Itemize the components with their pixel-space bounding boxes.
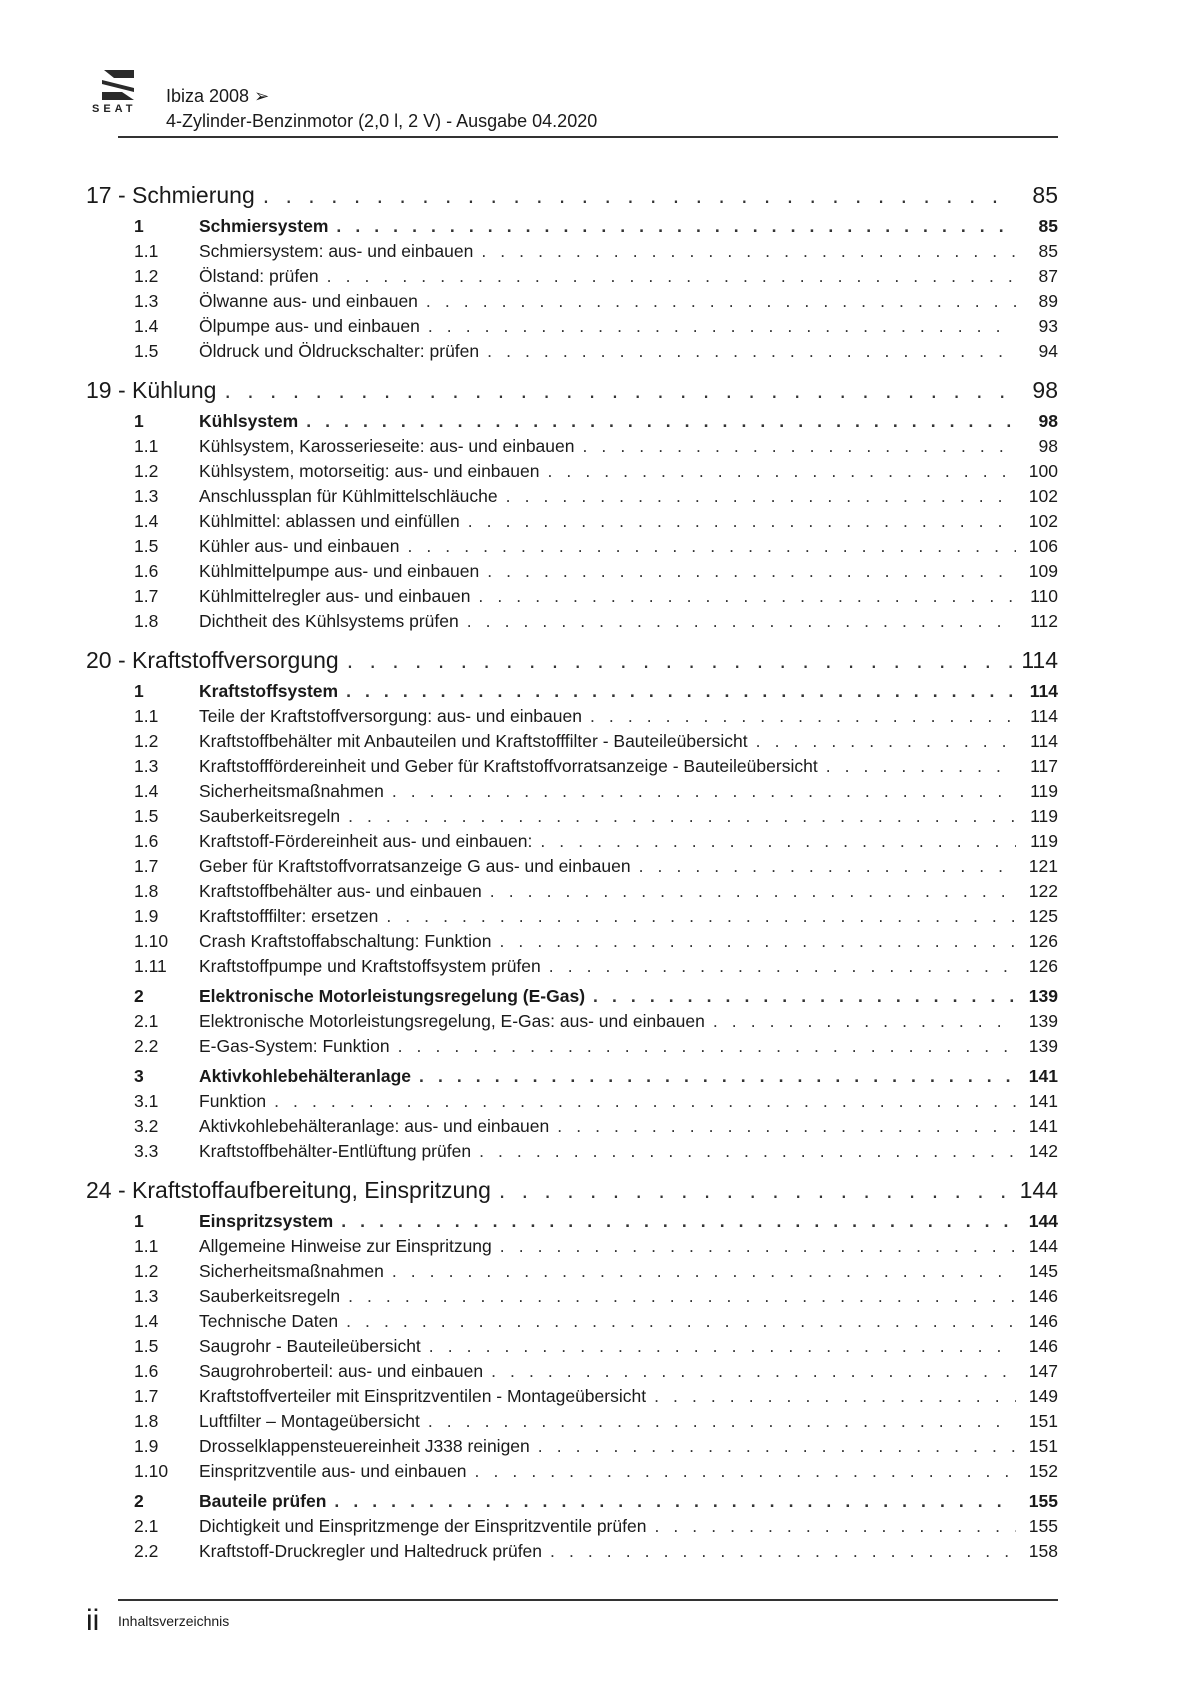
entry-title: E-Gas-System: Funktion — [199, 1036, 390, 1056]
logo-wordmark: SEAT — [92, 103, 137, 115]
chapter-title: 17 - Schmierung — [86, 182, 255, 208]
toc-entry[interactable] — [86, 536, 1058, 561]
dot-leader — [654, 1386, 1016, 1407]
toc-section[interactable] — [86, 411, 1058, 436]
toc-entry[interactable] — [86, 1116, 1058, 1141]
entry-page: 93 — [1038, 316, 1058, 336]
entry-number: 1.10 — [134, 1461, 169, 1481]
dot-leader — [475, 1461, 1016, 1482]
entry-page: 147 — [1028, 1361, 1058, 1381]
entry-number: 1.6 — [134, 831, 159, 851]
toc-entry[interactable] — [86, 1261, 1058, 1286]
dot-leader — [429, 1336, 1016, 1357]
toc-entry[interactable] — [86, 1091, 1058, 1116]
toc-chapter-heading[interactable] — [86, 377, 1058, 411]
dot-leader — [547, 461, 1016, 482]
toc-entry[interactable] — [86, 1141, 1058, 1166]
entry-number: 1.7 — [134, 1386, 159, 1406]
seat-logo — [90, 70, 150, 118]
entry-number: 1.2 — [134, 731, 159, 751]
toc-entry[interactable] — [86, 241, 1058, 266]
entry-page: 114 — [1029, 681, 1058, 701]
entry-number: 2.1 — [134, 1516, 159, 1536]
toc-entry[interactable] — [86, 1461, 1058, 1486]
entry-title: Ölstand: prüfen — [199, 266, 319, 286]
header-divider — [118, 136, 1058, 138]
dot-leader — [499, 1177, 1012, 1204]
entry-number: 3.2 — [134, 1116, 159, 1136]
toc-entry[interactable] — [86, 341, 1058, 366]
toc-entry[interactable] — [86, 906, 1058, 931]
entry-title: Saugrohroberteil: aus- und einbauen — [199, 1361, 484, 1381]
toc-entry[interactable] — [86, 1311, 1058, 1336]
entry-page: 151 — [1028, 1411, 1058, 1431]
dot-leader — [506, 486, 1016, 507]
footer-divider — [118, 1599, 1058, 1601]
entry-number: 1.5 — [134, 341, 159, 361]
dot-leader — [583, 436, 1017, 457]
toc-entry[interactable] — [86, 461, 1058, 486]
toc-chapter — [86, 647, 1058, 1166]
entry-page: 102 — [1028, 486, 1058, 506]
entry-number: 1.3 — [134, 1286, 159, 1306]
header-subtitle: 4-Zylinder-Benzinmotor (2,0 l, 2 V) - Ausgabe 04.2020 — [166, 111, 598, 131]
entry-number: 3 — [134, 1066, 144, 1086]
entry-number: 1.4 — [134, 781, 159, 801]
chapter-page: 144 — [1019, 1177, 1058, 1203]
toc-chapter — [86, 377, 1058, 636]
entry-title: Ölpumpe aus- und einbauen — [199, 316, 420, 336]
entry-number: 1.4 — [134, 1311, 159, 1331]
entry-page: 139 — [1028, 1011, 1058, 1031]
entry-number: 1 — [134, 216, 144, 236]
entry-page: 110 — [1030, 586, 1058, 606]
dot-leader — [557, 1116, 1016, 1137]
entry-page: 149 — [1028, 1386, 1058, 1406]
toc-entry[interactable] — [86, 781, 1058, 806]
entry-title: Sauberkeitsregeln — [199, 1286, 341, 1306]
toc-section[interactable] — [86, 216, 1058, 241]
entry-title: Aktivkohlebehälteranlage — [199, 1066, 412, 1086]
toc-entry[interactable] — [86, 511, 1058, 536]
entry-page: 87 — [1038, 266, 1058, 286]
entry-number: 1.9 — [134, 1436, 159, 1456]
entry-page: 109 — [1028, 561, 1058, 581]
dot-leader — [654, 1516, 1016, 1537]
toc-entry[interactable] — [86, 561, 1058, 586]
entry-page: 85 — [1038, 241, 1058, 261]
dot-leader — [499, 931, 1016, 952]
entry-title: Kühlmittelregler aus- und einbauen — [199, 586, 471, 606]
entry-number: 3.1 — [134, 1091, 159, 1111]
entry-page: 139 — [1028, 1036, 1058, 1056]
entry-number: 1.3 — [134, 756, 159, 776]
toc-entry[interactable] — [86, 806, 1058, 831]
chapter-page: 98 — [1032, 377, 1058, 403]
entry-number: 1.1 — [134, 1236, 159, 1256]
entry-page: 121 — [1028, 856, 1058, 876]
toc-entry[interactable] — [86, 956, 1058, 981]
dot-leader — [386, 906, 1016, 927]
toc-entry[interactable] — [86, 1411, 1058, 1436]
entry-title: Kühlmittelpumpe aus- und einbauen — [199, 561, 480, 581]
entry-number: 1.9 — [134, 906, 159, 926]
toc-entry[interactable] — [86, 706, 1058, 731]
toc-entry[interactable] — [86, 1286, 1058, 1311]
toc-entry[interactable] — [86, 611, 1058, 636]
dot-leader — [487, 561, 1016, 582]
entry-page: 126 — [1028, 931, 1058, 951]
toc-entry[interactable] — [86, 1236, 1058, 1261]
entry-page: 98 — [1038, 411, 1058, 431]
entry-title: Geber für Kraftstoffvorratsanzeige G aus- und einbauen — [199, 856, 631, 876]
toc-entry[interactable] — [86, 1011, 1058, 1036]
entry-title: Sauberkeitsregeln — [199, 806, 341, 826]
entry-number: 1.8 — [134, 881, 159, 901]
dot-leader — [306, 411, 1016, 432]
toc-section[interactable] — [86, 681, 1058, 706]
entry-page: 122 — [1028, 881, 1058, 901]
entry-number: 1.1 — [134, 706, 159, 726]
entry-number: 1.5 — [134, 536, 159, 556]
chapter-title: 19 - Kühlung — [86, 377, 217, 403]
toc-chapter-heading[interactable] — [86, 182, 1058, 216]
entry-page: 144 — [1028, 1211, 1058, 1231]
entry-number: 1.3 — [134, 291, 159, 311]
seat-logo-icon — [100, 70, 136, 100]
entry-page: 112 — [1030, 611, 1058, 631]
entry-title: Teile der Kraftstoffversorgung: aus- und einbauen — [199, 706, 582, 726]
entry-title: Luftfilter – Montageübersicht — [199, 1411, 420, 1431]
toc-entry[interactable] — [86, 1516, 1058, 1541]
chapter-page: 85 — [1032, 182, 1058, 208]
entry-page: 114 — [1030, 731, 1058, 751]
toc-entry[interactable] — [86, 1036, 1058, 1061]
dot-leader — [549, 956, 1016, 977]
dot-leader — [347, 647, 1014, 674]
entry-number: 1.2 — [134, 266, 159, 286]
toc-entry[interactable] — [86, 1541, 1058, 1566]
entry-title: Anschlussplan für Kühlmittelschläuche — [199, 486, 498, 506]
entry-title: Kraftstofffördereinheit und Geber für Kraftstoffvorratsanzeige - Bauteileübersicht — [199, 756, 818, 776]
toc-entry[interactable] — [86, 1361, 1058, 1386]
entry-number: 2 — [134, 986, 144, 1006]
entry-number: 1.1 — [134, 241, 159, 261]
dot-leader — [348, 806, 1016, 827]
entry-page: 94 — [1038, 341, 1058, 361]
entry-page: 125 — [1028, 906, 1058, 926]
entry-title: Sicherheitsmaßnahmen — [199, 781, 384, 801]
entry-page: 146 — [1028, 1311, 1058, 1331]
footer-label: Inhaltsverzeichnis — [118, 1613, 230, 1629]
dot-leader — [540, 831, 1016, 852]
entry-title: Kühlsystem, Karosserieseite: aus- und einbauen — [199, 436, 575, 456]
dot-leader — [593, 986, 1016, 1007]
dot-leader — [428, 316, 1016, 337]
dot-leader — [467, 611, 1016, 632]
entry-number: 1 — [134, 1211, 144, 1231]
chapter-page: 114 — [1021, 647, 1058, 673]
entry-page: 144 — [1028, 1236, 1058, 1256]
entry-number: 1.3 — [134, 486, 159, 506]
entry-title: Kraftstoffbehälter aus- und einbauen — [199, 881, 482, 901]
entry-page: 141 — [1028, 1091, 1058, 1111]
entry-page: 146 — [1028, 1286, 1058, 1306]
entry-page: 114 — [1030, 706, 1058, 726]
entry-title: Einspritzsystem — [199, 1211, 334, 1231]
toc-entry[interactable] — [86, 881, 1058, 906]
toc-entry[interactable] — [86, 756, 1058, 781]
toc-chapter-heading[interactable] — [86, 647, 1058, 681]
toc-entry[interactable] — [86, 1436, 1058, 1461]
entry-number: 1.8 — [134, 611, 159, 631]
entry-number: 2 — [134, 1491, 144, 1511]
entry-title: Bauteile prüfen — [199, 1491, 327, 1511]
entry-page: 142 — [1028, 1141, 1058, 1161]
entry-number: 1.2 — [134, 461, 159, 481]
entry-page: 119 — [1030, 781, 1058, 801]
dot-leader — [478, 586, 1016, 607]
dot-leader — [398, 1036, 1016, 1057]
entry-title: Kraftstofffilter: ersetzen — [199, 906, 379, 926]
toc-entry[interactable] — [86, 316, 1058, 341]
toc-entry[interactable] — [86, 586, 1058, 611]
dot-leader — [756, 731, 1016, 752]
entry-page: 152 — [1028, 1461, 1058, 1481]
entry-number: 1 — [134, 681, 144, 701]
dot-leader — [639, 856, 1016, 877]
toc-entry[interactable] — [86, 731, 1058, 756]
entry-page: 85 — [1038, 216, 1058, 236]
entry-title: Funktion — [199, 1091, 267, 1111]
chapter-title: 24 - Kraftstoffaufbereitung, Einspritzung — [86, 1177, 491, 1203]
entry-title: Drosselklappensteuereinheit J338 reinigen — [199, 1436, 530, 1456]
dot-leader — [263, 182, 1016, 209]
dot-leader — [336, 216, 1016, 237]
dot-leader — [590, 706, 1016, 727]
entry-title: Kühlsystem, motorseitig: aus- und einbauen — [199, 461, 540, 481]
entry-title: Kühler aus- und einbauen — [199, 536, 400, 556]
entry-page: 141 — [1028, 1066, 1058, 1086]
entry-page: 146 — [1028, 1336, 1058, 1356]
entry-page: 98 — [1038, 436, 1058, 456]
entry-page: 141 — [1028, 1116, 1058, 1136]
dot-leader — [500, 1236, 1016, 1257]
toc-section[interactable] — [86, 1066, 1058, 1091]
dot-leader — [826, 756, 1016, 777]
dot-leader — [419, 1066, 1016, 1087]
dot-leader — [224, 377, 1016, 404]
toc-section[interactable] — [86, 1491, 1058, 1516]
dot-leader — [392, 781, 1016, 802]
entry-page: 158 — [1028, 1541, 1058, 1561]
entry-title: Aktivkohlebehälteranlage: aus- und einbauen — [199, 1116, 550, 1136]
entry-title: Kraftstoff-Druckregler und Haltedruck prüfen — [199, 1541, 543, 1561]
toc-chapter — [86, 182, 1058, 366]
dot-leader — [490, 881, 1016, 902]
toc-chapter-heading[interactable] — [86, 1177, 1058, 1211]
dot-leader — [481, 241, 1016, 262]
entry-title: Schmiersystem: aus- und einbauen — [199, 241, 474, 261]
toc-chapter — [86, 1177, 1058, 1566]
entry-page: 139 — [1028, 986, 1058, 1006]
entry-title: Dichtheit des Kühlsystems prüfen — [199, 611, 459, 631]
entry-page: 145 — [1028, 1261, 1058, 1281]
entry-number: 1.7 — [134, 856, 159, 876]
entry-title: Technische Daten — [199, 1311, 339, 1331]
dot-leader — [334, 1491, 1016, 1512]
entry-number: 3.3 — [134, 1141, 159, 1161]
header-model: Ibiza 2008 ➢ — [166, 86, 270, 106]
entry-number: 1.5 — [134, 1336, 159, 1356]
dot-leader — [538, 1436, 1016, 1457]
dot-leader — [392, 1261, 1016, 1282]
dot-leader — [491, 1361, 1016, 1382]
entry-title: Kraftstoff-Fördereinheit aus- und einbauen: — [199, 831, 533, 851]
entry-title: Kraftstoffbehälter mit Anbauteilen und Kraftstofffilter - Bauteileübersicht — [199, 731, 748, 751]
entry-title: Dichtigkeit und Einspritzmenge der Einspritzventile prüfen — [199, 1516, 647, 1536]
entry-number: 1.1 — [134, 436, 159, 456]
entry-title: Sicherheitsmaßnahmen — [199, 1261, 384, 1281]
entry-number: 2.2 — [134, 1036, 159, 1056]
entry-title: Kraftstoffverteiler mit Einspritzventilen - Montageübersicht — [199, 1386, 647, 1406]
entry-title: Kühlmittel: ablassen und einfüllen — [199, 511, 460, 531]
entry-number: 1.8 — [134, 1411, 159, 1431]
dot-leader — [487, 341, 1016, 362]
entry-page: 102 — [1028, 511, 1058, 531]
entry-title: Kühlsystem — [199, 411, 299, 431]
entry-title: Crash Kraftstoffabschaltung: Funktion — [199, 931, 492, 951]
entry-page: 106 — [1028, 536, 1058, 556]
dot-leader — [327, 266, 1016, 287]
dot-leader — [346, 681, 1016, 702]
entry-title: Kraftstoffbehälter-Entlüftung prüfen — [199, 1141, 472, 1161]
entry-number: 1.7 — [134, 586, 159, 606]
toc-entry[interactable] — [86, 486, 1058, 511]
entry-page: 151 — [1028, 1436, 1058, 1456]
footer-page-number: ii — [86, 1604, 100, 1637]
entry-page: 117 — [1030, 756, 1058, 776]
entry-number: 1.2 — [134, 1261, 159, 1281]
toc-section[interactable] — [86, 1211, 1058, 1236]
toc-entry[interactable] — [86, 436, 1058, 461]
toc-entry[interactable] — [86, 831, 1058, 856]
entry-title: Elektronische Motorleistungsregelung, E-Gas: aus- und einbauen — [199, 1011, 705, 1031]
entry-page: 155 — [1028, 1516, 1058, 1536]
entry-number: 1.11 — [134, 956, 167, 976]
toc-entry[interactable] — [86, 1336, 1058, 1361]
dot-leader — [407, 536, 1016, 557]
chapter-title: 20 - Kraftstoffversorgung — [86, 647, 339, 673]
entry-title: Saugrohr - Bauteileübersicht — [199, 1336, 421, 1356]
dot-leader — [550, 1541, 1016, 1562]
entry-title: Kraftstoffsystem — [199, 681, 339, 701]
entry-number: 2.1 — [134, 1011, 159, 1031]
entry-title: Kraftstoffpumpe und Kraftstoffsystem prüfen — [199, 956, 541, 976]
entry-page: 100 — [1028, 461, 1058, 481]
entry-number: 1.6 — [134, 561, 159, 581]
dot-leader — [348, 1286, 1016, 1307]
entry-title: Einspritzventile aus- und einbauen — [199, 1461, 467, 1481]
dot-leader — [426, 291, 1016, 312]
toc-section[interactable] — [86, 986, 1058, 1011]
entry-number: 1.4 — [134, 316, 159, 336]
entry-title: Ölwanne aus- und einbauen — [199, 291, 418, 311]
dot-leader — [274, 1091, 1016, 1112]
entry-page: 89 — [1038, 291, 1058, 311]
toc-entry[interactable] — [86, 291, 1058, 316]
dot-leader — [479, 1141, 1016, 1162]
entry-title: Öldruck und Öldruckschalter: prüfen — [199, 341, 480, 361]
entry-title: Schmiersystem — [199, 216, 329, 236]
entry-title: Elektronische Motorleistungsregelung (E-Gas) — [199, 986, 586, 1006]
toc-entry[interactable] — [86, 266, 1058, 291]
toc-entry[interactable] — [86, 931, 1058, 956]
table-of-contents — [86, 182, 1058, 1566]
entry-number: 2.2 — [134, 1541, 159, 1561]
entry-number: 1.10 — [134, 931, 169, 951]
dot-leader — [341, 1211, 1016, 1232]
dot-leader — [713, 1011, 1016, 1032]
entry-number: 1.4 — [134, 511, 159, 531]
entry-page: 119 — [1030, 806, 1058, 826]
toc-entry[interactable] — [86, 856, 1058, 881]
entry-number: 1.6 — [134, 1361, 159, 1381]
entry-page: 155 — [1028, 1491, 1058, 1511]
entry-page: 119 — [1030, 831, 1058, 851]
dot-leader — [346, 1311, 1016, 1332]
dot-leader — [428, 1411, 1016, 1432]
entry-number: 1 — [134, 411, 144, 431]
toc-entry[interactable] — [86, 1386, 1058, 1411]
entry-title: Allgemeine Hinweise zur Einspritzung — [199, 1236, 492, 1256]
dot-leader — [468, 511, 1016, 532]
entry-number: 1.5 — [134, 806, 159, 826]
entry-page: 126 — [1028, 956, 1058, 976]
